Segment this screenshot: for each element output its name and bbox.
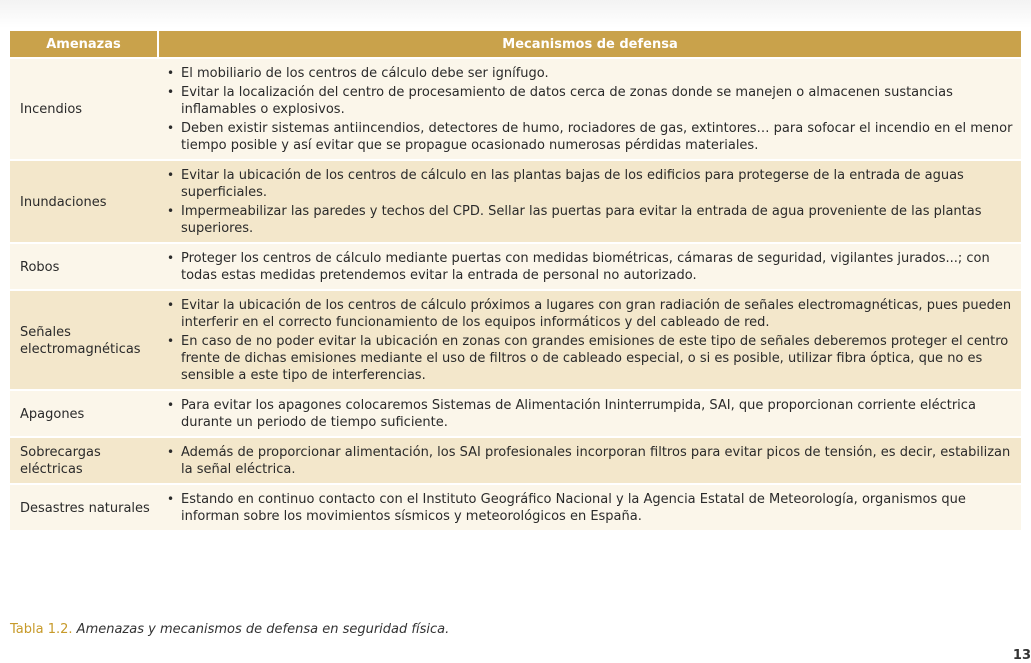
table-row [10, 160, 1021, 243]
defense-item: • Impermeabilizar las paredes y techos del CPD. Sellar las puertas para evitar la entrada de agua proveniente de las plantas superiores. [167, 204, 982, 236]
defense-item: • Evitar la localización del centro de procesamiento de datos cerca de zonas donde se manejen o almacenen sustancias inflamables o explosivos. [167, 85, 953, 117]
defense-list [166, 491, 1013, 525]
defense-cell [158, 290, 1021, 390]
table-row [10, 437, 1021, 484]
table-row [10, 243, 1021, 290]
bullet-icon: • [167, 492, 175, 506]
bullet-icon: • [167, 66, 175, 80]
bullet-icon: • [167, 334, 175, 348]
threat-cell: Incendios [10, 58, 158, 160]
defense-cell [158, 390, 1021, 437]
bullet-icon: • [167, 298, 175, 312]
defense-list [166, 297, 1013, 384]
defense-item: • Además de proporcionar alimentación, los SAI profesionales incorporan filtros para evitar picos de tensión, es decir, estabilizan la señal eléctrica. [167, 445, 1011, 477]
page-top-strip [0, 0, 1031, 28]
table-row [10, 484, 1021, 531]
defense-list [166, 444, 1013, 478]
threat-cell: Desastres naturales [10, 484, 158, 531]
defense-list [166, 250, 1013, 284]
defense-item: • En caso de no poder evitar la ubicación en zonas con grandes emisiones de este tipo de señales deberemos proteger el centro frente de dichas emisiones mediante el uso de filtros o de cableado especial, o si es posible, utilizar fibra óptica, que no es sensible a este tipo de interferencias. [167, 334, 1009, 383]
defense-item: • Estando en continuo contacto con el Instituto Geográfico Nacional y la Agencia Estatal de Meteorología, organismos que informan sobre los movimientos sísmicos y meteorológicos en España. [167, 492, 966, 524]
caption-text: Amenazas y mecanismos de defensa en seguridad física. [76, 622, 450, 637]
threat-cell: Señales electromagnéticas [10, 290, 158, 390]
header-threats: Amenazas [10, 31, 158, 58]
header-defenses: Mecanismos de defensa [158, 31, 1021, 58]
defense-cell [158, 160, 1021, 243]
defense-cell [158, 243, 1021, 290]
bullet-icon: • [167, 445, 175, 459]
defense-cell [158, 484, 1021, 531]
caption-label: Tabla 1.2. [10, 622, 73, 637]
bullet-icon: • [167, 204, 175, 218]
defense-cell [158, 437, 1021, 484]
threat-cell: Robos [10, 243, 158, 290]
defense-item: • Evitar la ubicación de los centros de cálculo en las plantas bajas de los edificios para protegerse de la entrada de aguas superficiales. [167, 168, 964, 200]
table-row [10, 290, 1021, 390]
bullet-icon: • [167, 121, 175, 135]
bullet-icon: • [167, 168, 175, 182]
defense-list [166, 397, 1013, 431]
threat-cell: Sobrecargas eléctricas [10, 437, 158, 484]
defense-item: • Proteger los centros de cálculo mediante puertas con medidas biométricas, cámaras de seguridad, vigilantes jurados...; con todas estas medidas pretendemos evitar la entrada de personal no autorizado. [167, 251, 990, 283]
defense-item: • Deben existir sistemas antiincendios, detectores de humo, rociadores de gas, extintores… para sofocar el incendio en el menor tiempo posible y así evitar que se propague ocasionado numerosas pérdidas materiales. [167, 121, 1013, 153]
table-header-row [10, 31, 1021, 58]
table-row [10, 58, 1021, 160]
threat-cell: Inundaciones [10, 160, 158, 243]
page-number: 13 [1012, 648, 1031, 663]
table-row [10, 390, 1021, 437]
threats-table [10, 31, 1021, 532]
defense-cell [158, 58, 1021, 160]
bullet-icon: • [167, 85, 175, 99]
defense-item: • Para evitar los apagones colocaremos Sistemas de Alimentación Ininterrumpida, SAI, que proporcionan corriente eléctrica durante un periodo de tiempo suficiente. [167, 398, 976, 430]
defense-list [166, 167, 1013, 237]
threat-cell: Apagones [10, 390, 158, 437]
table-caption [10, 622, 449, 637]
bullet-icon: • [167, 251, 175, 265]
bullet-icon: • [167, 398, 175, 412]
defense-list [166, 65, 1013, 154]
defense-item: • El mobiliario de los centros de cálculo debe ser ignífugo. [167, 66, 549, 81]
defense-item: • Evitar la ubicación de los centros de cálculo próximos a lugares con gran radiación de señales electromagnéticas, pues pueden interferir en el correcto funcionamiento de los equipos informáticos y del cableado de red. [167, 298, 1012, 330]
